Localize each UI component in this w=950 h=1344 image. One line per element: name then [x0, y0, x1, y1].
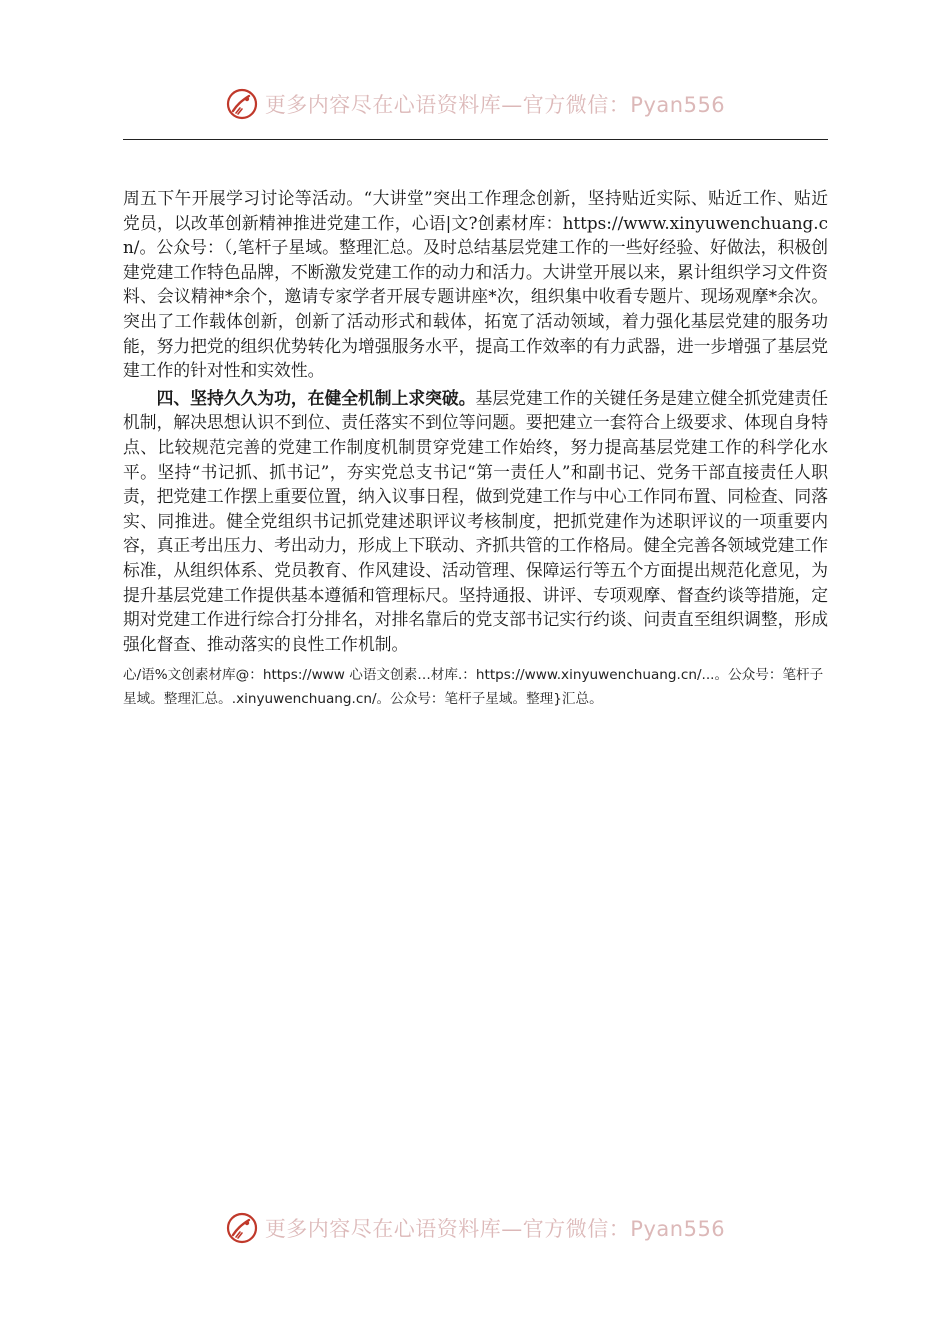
document-body — [123, 186, 828, 711]
header-banner-text: 更多内容尽在心语资料库—官方微信：Pyan556 — [264, 93, 726, 117]
header-banner — [0, 84, 950, 124]
section-heading: 四、坚持久久为功，在健全机制上求突破。 — [156, 387, 476, 408]
writing-hand-logo-icon — [225, 1211, 259, 1245]
footer-banner — [0, 1208, 950, 1248]
footer-banner-text: 更多内容尽在心语资料库—官方微信：Pyan556 — [264, 1217, 726, 1241]
writing-hand-logo-icon — [225, 87, 259, 121]
paragraph-2-body: 基层党建工作的关键任务是建立健全抓党建责任机制，解决思想认识不到位、责任落实不到位等问题。要把建立一套符合上级要求、体现自身特点、比较规范完善的党建工作制度机制贯穿党建工作始终，努力提高基层党建工作的科学化水平。坚持“书记抓、抓书记”，夯实党总支书记“第一责任人”和副书记、党务干部直接责任人职责，把党建工作摆上重要位置，纳入议事日程，做到党建工作与中心工作同布置、同检查、同落实、同推进。健全党组织书记抓党建述职评议考核制度，把抓党建作为述职评议的一项重要内容，真正考出压力、考出动力，形成上下联动、齐抓共管的工作格局。健全完善各领域党建工作标准，从组织体系、党员教育、作风建设、活动管理、保障运行等五个方面提出规范化意见，为提升基层党建工作提供基本遵循和管理标尺。坚持通报、讲评、专项观摩、督查约谈等措施，定期对党建工作进行综合打分排名，对排名靠后的党支部书记实行约谈、问责直至组织调整，形成强化督查、推动落实的良性工作机制。 — [123, 387, 828, 654]
header-divider — [123, 139, 828, 140]
paragraph-1: 周五下午开展学习讨论等活动。“大讲堂”突出工作理念创新，坚持贴近实际、贴近工作、贴近党员，以改革创新精神推进党建工作，心语|文?创素材库：https://www.xinyuwenchuang.cn/。公众号：（,笔杆子星域。整理汇总。及时总结基层党建工作的一些好经验、好做法，积极创建党建工作特色品牌，不断激发党建工作的动力和活力。大讲堂开展以来，累计组织学习文件资料、会议精神*余个，邀请专家学者开展专题讲座*次，组织集中收看专题片、现场观摩*余次。突出了工作载体创新，创新了活动形式和载体，拓宽了活动领域，着力强化基层党建的服务功能，努力把党的组织优势转化为增强服务水平，提高工作效率的有力武器，进一步增强了基层党建工作的针对性和实效性。 — [123, 188, 828, 381]
source-note: 心/语%文创素材库@：https://www 心语文创素…材库.：https://www.xinyuwenchuang.cn/...。公众号：笔杆子星域。整理汇总。.xinyuwenchuang.cn/。公众号：笔杆子星域。整理}汇总。 — [123, 667, 824, 708]
paragraph-2 — [123, 386, 828, 657]
